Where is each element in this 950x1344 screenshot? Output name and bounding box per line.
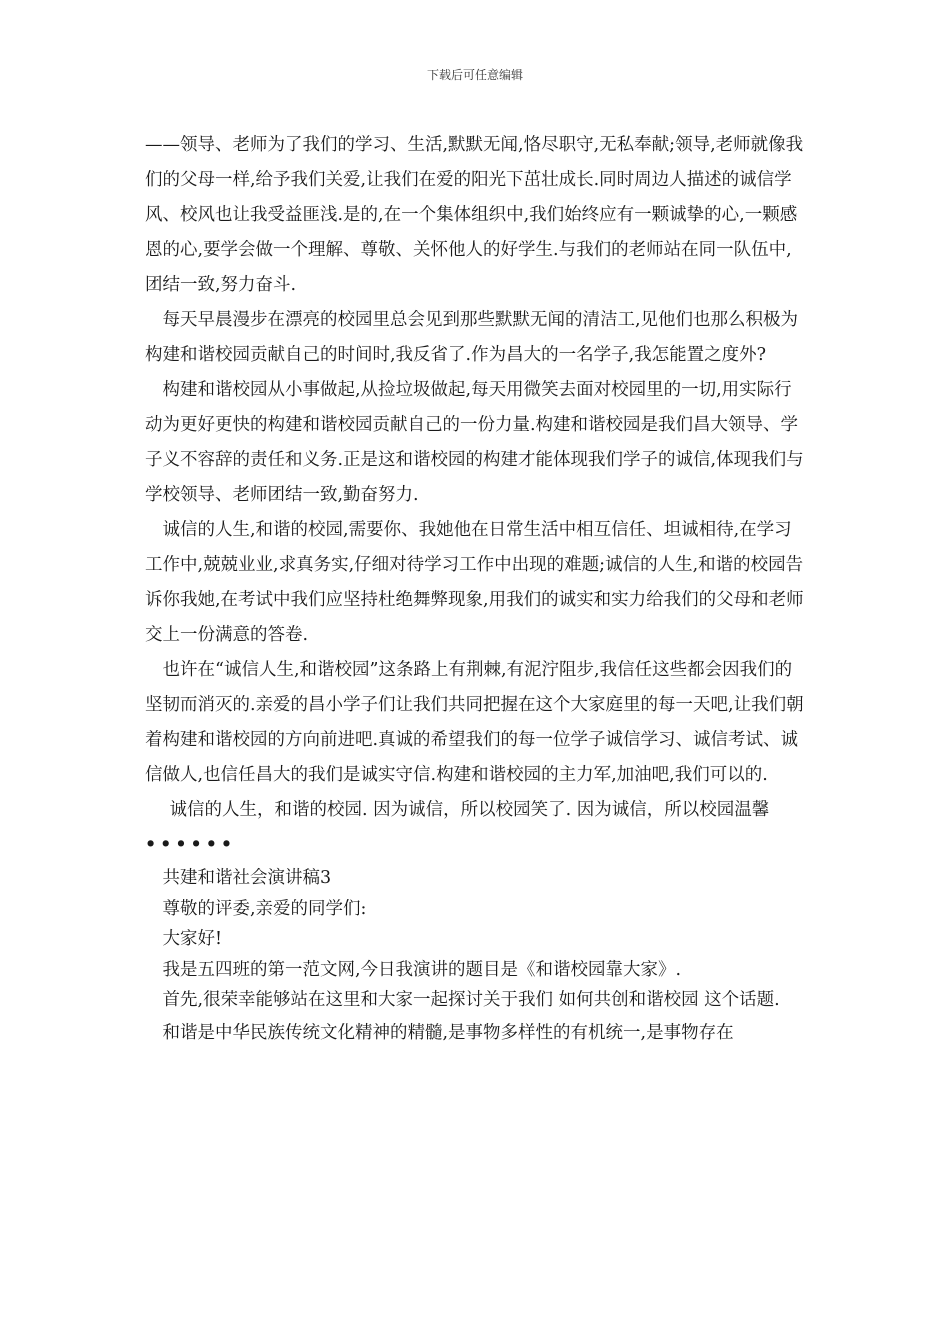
- page-header-note: 下载后可任意编辑: [426, 68, 523, 82]
- speech-greeting: 大家好!: [162, 929, 223, 949]
- paragraph: 每天早晨漫步在漂亮的校园里总会见到那些默默无闻的清洁工,见他们也那么积极为构建和谐校园贡献自己的时间时,我反省了.作为昌大的一名学子,我怎能置之度外?: [145, 310, 799, 365]
- speech-title: 共建和谐社会演讲稿3: [162, 868, 332, 888]
- speech-salutation: 尊敬的评委,亲爱的同学们:: [162, 898, 367, 919]
- ellipsis-dots: ••••••: [145, 835, 237, 855]
- document-body: [145, 128, 809, 1051]
- closing-paragraph: [145, 793, 809, 863]
- paragraph: ——领导、老师为了我们的学习、生活,默默无闻,恪尽职守,无私奉献;领导,老师就像我们的父母一样,给予我们关爱,让我们在爱的阳光下茁壮成长.同时周边人描述的诚信学风、校风也让我受益匪浅.是的,在一个集体组织中,我们始终应有一颗诚挚的心,一颗感恩的心,要学会做一个理解、尊敬、关怀他人的好学生.与我们的老师站在同一队伍中,团结一致,努力奋斗.: [145, 135, 804, 295]
- paragraph: 也许在“诚信人生,和谐校园”这条路上有荆棘,有泥泞阻步,我信任这些都会因我们的坚韧而消灭的.亲爱的昌小学子们让我们共同把握在这个大家庭里的每一天吧,让我们朝着构建和谐校园的方向前进吧.真诚的希望我们的每一位学子诚信学习、诚信考试、诚信做人,也信任昌大的我们是诚实守信.构建和谐校园的主力军,加油吧,我们可以的.: [145, 660, 804, 785]
- paragraph: 首先,很荣幸能够站在这里和大家一起探讨关于我们 如何共创和谐校园 这个话题.: [162, 990, 780, 1010]
- closing-text: 诚信的人生，和谐的校园. 因为诚信，所以校园笑了. 因为诚信，所以校园温馨: [169, 800, 770, 820]
- paragraph: 诚信的人生,和谐的校园,需要你、我她他在日常生活中相互信任、坦诚相待,在学习工作中,兢兢业业,求真务实,仔细对待学习工作中出现的难题;诚信的人生,和谐的校园告诉你我她,在考试中我们应坚持杜绝舞弊现象,用我们的诚实和实力给我们的父母和老师交上一份满意的答卷.: [145, 520, 804, 645]
- paragraph: 和谐是中华民族传统文化精神的精髓,是事物多样性的有机统一,是事物存在: [162, 1022, 734, 1043]
- speech-intro: 我是五四班的第一范文网,今日我演讲的题目是《和谐校园靠大家》.: [162, 959, 682, 980]
- paragraph: 构建和谐校园从小事做起,从捡垃圾做起,每天用微笑去面对校园里的一切,用实际行动为更好更快的构建和谐校园贡献自己的一份力量.构建和谐校园是我们昌大领导、学子义不容辞的责任和义务.正是这和谐校园的构建才能体现我们学子的诚信,体现我们与学校领导、老师团结一致,勤奋努力.: [145, 380, 804, 505]
